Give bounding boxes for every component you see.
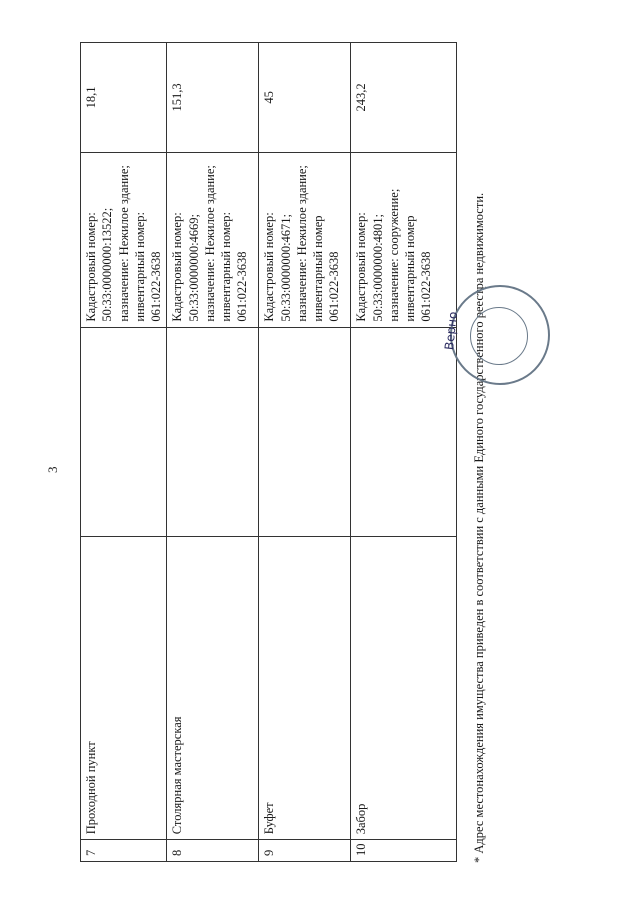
desc-line: Кадастровый номер: bbox=[262, 212, 277, 322]
property-area: 151,3 bbox=[167, 43, 259, 153]
property-name: Забор bbox=[351, 537, 457, 840]
property-area: 243,2 bbox=[351, 43, 457, 153]
desc-line: Кадастровый номер: bbox=[354, 212, 369, 322]
desc-line: 50:33:0000000:13522; bbox=[100, 207, 115, 322]
official-seal bbox=[450, 285, 550, 385]
page-number: 3 bbox=[45, 466, 60, 473]
table-row bbox=[259, 43, 351, 862]
desc-line: назначение: Нежилое здание; bbox=[294, 165, 309, 322]
property-name: Буфет bbox=[259, 537, 351, 840]
table-row bbox=[167, 43, 259, 862]
desc-line: назначение: Нежилое здание; bbox=[116, 165, 131, 322]
empty-cell bbox=[81, 327, 167, 537]
desc-line: назначение: сооружение; bbox=[386, 188, 401, 322]
property-name: Столярная мастерская bbox=[167, 537, 259, 840]
row-number: 7 bbox=[81, 840, 167, 862]
row-number: 9 bbox=[259, 840, 351, 862]
row-number: 8 bbox=[167, 840, 259, 862]
property-area: 18,1 bbox=[81, 43, 167, 153]
property-description bbox=[351, 152, 457, 327]
table-row bbox=[351, 43, 457, 862]
property-description bbox=[81, 152, 167, 327]
property-table bbox=[80, 42, 457, 862]
property-area: 45 bbox=[259, 43, 351, 153]
desc-line: 50:33:0000000:4671; bbox=[278, 213, 293, 322]
desc-line: Кадастровый номер: bbox=[170, 212, 185, 322]
row-number: 10 bbox=[351, 840, 457, 862]
desc-line: 50:33:0000000:4801; bbox=[370, 213, 385, 322]
empty-cell bbox=[167, 327, 259, 537]
desc-line: инвентарный номер: bbox=[219, 211, 233, 322]
desc-line: Кадастровый номер: bbox=[84, 212, 98, 322]
empty-cell bbox=[351, 327, 457, 537]
seal-inner-ring bbox=[470, 307, 528, 365]
desc-line: инвентарный номер: bbox=[132, 211, 147, 322]
desc-line: инвентарный номер bbox=[403, 215, 417, 322]
desc-line: инвентарный номер bbox=[311, 215, 325, 322]
desc-line: 061:022-3638 bbox=[149, 251, 163, 322]
desc-line: 061:022-3638 bbox=[419, 251, 434, 322]
empty-cell bbox=[259, 327, 351, 537]
property-description bbox=[167, 152, 259, 327]
property-name: Проходной пункт bbox=[81, 537, 167, 840]
desc-line: 061:022-3638 bbox=[327, 251, 342, 322]
desc-line: назначение: Нежилое здание; bbox=[202, 165, 217, 322]
footnote: * Адрес местонахождения имущества приведен в соответствии с данными Единого государственного реестра недвижимости. bbox=[472, 192, 486, 863]
property-description bbox=[259, 152, 351, 327]
desc-line: 50:33:0000000:4669; bbox=[186, 213, 201, 322]
verified-handwriting: Верно bbox=[442, 310, 460, 351]
desc-line: 061:022-3638 bbox=[235, 251, 250, 322]
table-row bbox=[81, 43, 167, 862]
